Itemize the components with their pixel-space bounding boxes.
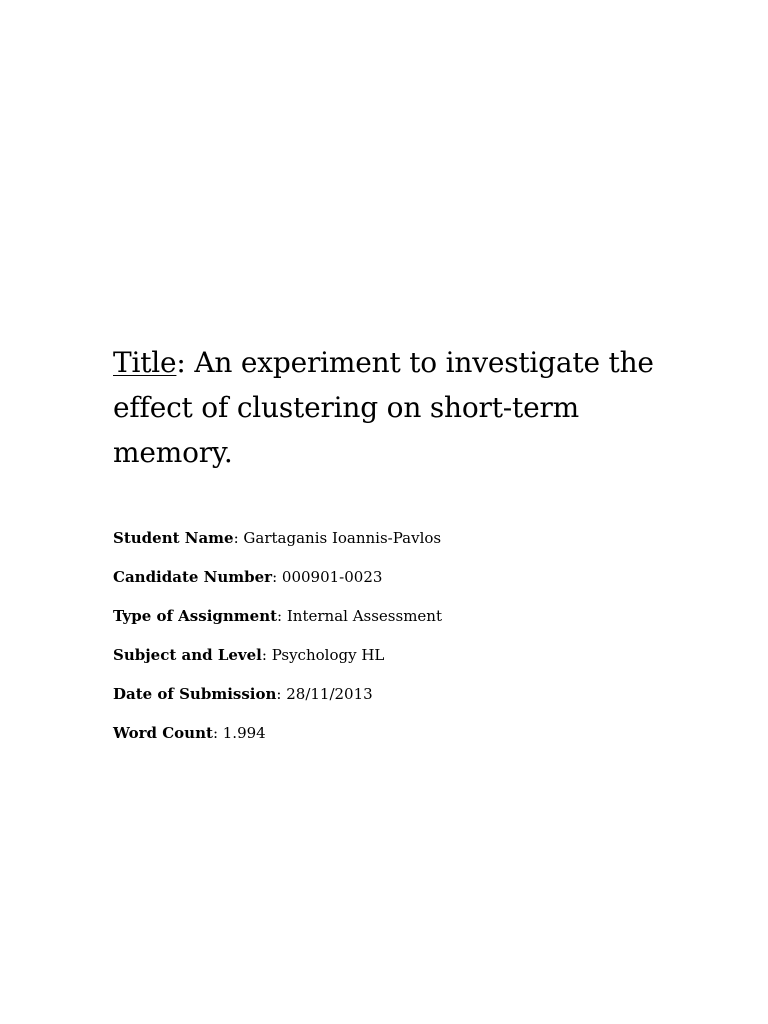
field-value: : 1.994	[212, 724, 266, 742]
field-label: Student Name	[113, 529, 234, 547]
field-value: : Gartaganis Ioannis-Pavlos	[233, 529, 442, 547]
field-submission-date	[113, 684, 673, 704]
field-student-name	[113, 528, 673, 548]
field-subject-level	[113, 645, 673, 665]
field-label: Date of Submission	[113, 685, 277, 703]
field-label: Candidate Number	[113, 568, 273, 586]
cover-details	[113, 528, 673, 762]
document-title	[113, 340, 673, 475]
field-value: : 000901-0023	[272, 568, 383, 586]
title-text: An experiment to investigate the effect of clustering on short-term memory.	[113, 346, 654, 469]
field-label: Word Count	[113, 724, 213, 742]
field-value: : Internal Assessment	[277, 607, 442, 625]
field-value: : Psychology HL	[261, 646, 385, 664]
field-candidate-number	[113, 567, 673, 587]
field-label: Type of Assignment	[113, 607, 278, 625]
field-label: Subject and Level	[113, 646, 262, 664]
field-word-count	[113, 723, 673, 743]
title-label: Title	[113, 346, 177, 379]
field-assignment-type	[113, 606, 673, 626]
title-separator: :	[176, 346, 186, 379]
field-value: : 28/11/2013	[276, 685, 373, 703]
